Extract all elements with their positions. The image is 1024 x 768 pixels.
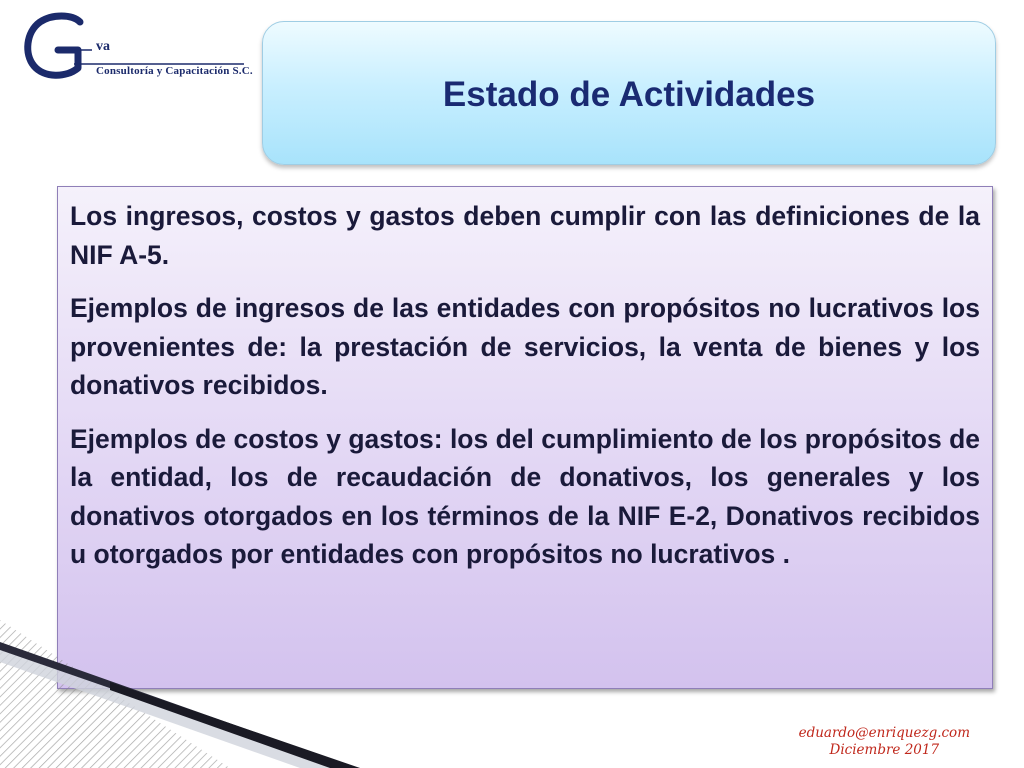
slide-title: Estado de Actividades	[442, 75, 816, 114]
footer-signature	[799, 725, 970, 759]
content-panel	[57, 186, 993, 689]
title-banner	[262, 21, 996, 165]
logo-company-name: Consultoría y Capacitación S.C.	[96, 65, 253, 77]
footer-email: eduardo@enriquezg.com	[798, 725, 970, 741]
footer-date: Diciembre 2017	[829, 742, 940, 758]
decorative-stripes	[0, 620, 360, 768]
company-logo	[22, 12, 252, 84]
logo-superscript: va	[96, 39, 110, 54]
paragraph-1: Los ingresos, costos y gastos deben cumplir con las definiciones de la NIF A-5.	[70, 201, 980, 270]
paragraph-3: Ejemplos de costos y gastos: los del cumplimiento de los propósitos de la entidad, los de recaudación de donativos, los generales y los donativos otorgados en los términos de la NIF E-2, Donativos recibidos u otorgados por entidades con propósitos no lucrativos .	[70, 423, 981, 569]
paragraph-2: Ejemplos de ingresos de las entidades con propósitos no lucrativos los provenientes de: la prestación de servicios, la venta de bienes y los donativos recibidos.	[70, 293, 980, 400]
